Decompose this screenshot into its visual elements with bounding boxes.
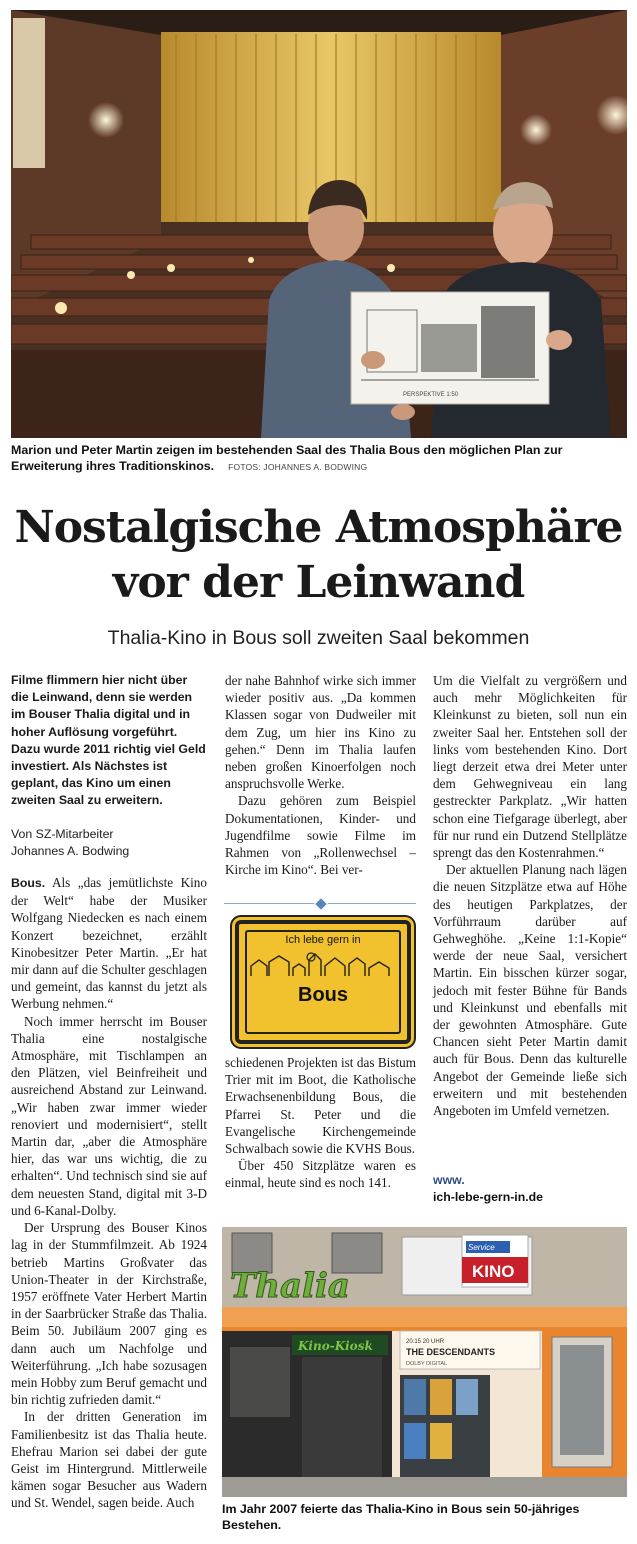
author-line-1: Von SZ-Mitarbeiter	[11, 826, 114, 841]
paragraph-1-text: Als „das jemütlichste Kino der Welt“ habe der Musiker Wolfgang Niedecken es nach einem Konzert bezeichnet, erzählt Kinobesitzer Peter Martin. „Er hat mir dann auf die Schulter geschlagen und gemeint, das kannst du jetzt als Werbung nehmen.“	[11, 875, 207, 1012]
marilyn-poster	[13, 18, 45, 168]
headline-line-2: vor der Leinwand	[112, 557, 525, 608]
cinema-facade-photo	[222, 1227, 627, 1497]
svg-text:20:15 20 UHR: 20:15 20 UHR	[406, 1339, 445, 1345]
paragraph-8: Über 450 Sitzplätze waren es einmal, heute sind es noch 141.	[225, 1158, 416, 1191]
lead-paragraph: Filme flimmern hier nicht über die Leinwand, denn sie werden im Bouser Thalia digital und in hoher Auflösung vorgeführt. Dazu wurde 2011 richtig viel Geld investiert. Als Nächstes ist geplant, das Kino um einen zweiten Saal zu erweitern.	[11, 673, 206, 808]
paragraph-3: Der Ursprung des Bouser Kinos lag in der Stummfilmzeit. Ab 1924 betrieb Martins Großvater das Union-Theater in der Kirchstraße, 1957 eröffnete Vater Herbert Martin in der Saarbrücker Straße das Thalia. Beim 50. Jubiläum 2007 ging es dann auch um Nachfolge und Weiterführung. „Ich habe sozusagen mein Hobby zum Beruf gemacht und bin richtig zufrieden damit.“	[11, 1220, 207, 1408]
paragraph-2: Noch immer herrscht im Bouser Thalia eine nostalgische Atmosphäre, mit Tischlampen an den Plätzen, viel Beinfreiheit und ausreichend Abstand zur Leinwand. „Wir haben zwar immer wieder renoviert und modernisiert“, stellt Martin dar, „aber die Atmosphäre hier, das war uns wichtig, die zu erhalten“. Und technisch sind sie auf dem neuesten Stand, digital mit 3-D und 6-Kanal-Dolby.	[11, 1013, 207, 1218]
column-3	[433, 672, 627, 1119]
column-1	[11, 672, 207, 1512]
paragraph-9: Um die Vielfalt zu vergrößern und auch mehr Möglichkeiten für Kleinkunst zu bieten, soll nun ein zweiter Saal her. Entstehen soll der links vom bestehenden Kino. Dort liegt derzeit etwa drei Meter unter dem Gehwegniveau ein lang gestreckter Parkplatz. „Wir hatten schon eine Tiefgarage überlegt, aber für nur rund ein Dutzend Stellplätze sprengt das den Kostenrahmen.“	[433, 673, 627, 861]
kiosk-sign: Kino-Kiosk	[298, 1339, 373, 1353]
town-sign	[235, 920, 411, 1044]
cinema-facade-illustration	[222, 1227, 627, 1497]
skyline-icon	[249, 948, 397, 978]
headline-line-1: Nostalgische Atmosphäre	[14, 502, 623, 553]
column-2-bottom	[225, 1054, 416, 1192]
sign-town-name: Bous	[298, 984, 348, 1006]
divider-line-left	[224, 903, 314, 904]
svg-text:KINO: KINO	[472, 1262, 515, 1281]
diamond-icon	[314, 897, 328, 911]
web-link[interactable]: ich-lebe-gern-in.de	[433, 1190, 543, 1204]
thalia-sign: Thalia	[230, 1266, 350, 1306]
dateline: Bous.	[11, 876, 46, 891]
subheadline: Thalia-Kino in Bous soll zweiten Saal bekommen	[107, 627, 530, 649]
photo-credit: FOTOS: JOHANNES A. BODWING	[228, 462, 368, 472]
svg-text:PERSPEKTIVE 1:50: PERSPEKTIVE 1:50	[403, 392, 459, 398]
author-name: Johannes A. Bodwing	[11, 843, 130, 858]
paragraph-4: In der dritten Generation im Familienbesitz ist das Thalia heute. Ehefrau Marion sei dabei der gute Geist im Hintergrund. Mittlerweile kämen sogar Besucher aus Wadern und St. Wendel, sagen beide. Auch	[11, 1409, 207, 1511]
paragraph-6: Dazu gehören zum Beispiel Dokumentationen, Kinder- und Jugendfilme sowie Filme im Rahmen von „Rollenwechsel – Kirche im Kino“. Bei ver-	[225, 793, 416, 878]
top-caption-text: Marion und Peter Martin zeigen im bestehenden Saal des Thalia Bous den möglichen Plan zur Erweiterung ihres Traditionskinos.	[11, 443, 563, 473]
town-sign-graphic	[224, 898, 416, 1048]
paragraph-10: Der aktuellen Planung nach lägen die neuen Sitzplätze etwa auf Höhe des heutigen Parkplatzes, der Vorführraum darüber auf Gehweghöhe. „Keine 1:1-Kopie“ werde der neue Saal, versichert Martin. Ein bisschen kürzer sogar, jedoch mit fester Bühne für Bands und Kleinkunst und ebenfalls mit der gewohnten Atmosphäre. Gute Chancen sieht Peter Martin damit auch für Bous. Denn das kulturelle Angebot der Gemeinde ließe sich erweitern und mit bestehenden Angeboten im Umfeld vernetzen.	[433, 862, 627, 1119]
building-plan-sheet	[351, 292, 549, 404]
paragraph-1	[11, 874, 207, 1013]
cinema-hall-illustration	[11, 10, 627, 438]
bottom-photo-caption: Im Jahr 2007 feierte das Thalia-Kino in Bous sein 50-jähriges Bestehen.	[222, 1502, 580, 1532]
top-photo-caption	[11, 442, 627, 475]
cinema-hall-photo	[11, 10, 627, 438]
paragraph-5: der nahe Bahnhof wirke sich immer wieder positiv aus. „Da kommen Klassen sogar von Dudweiler mit dem Zug, um hier ins Kino zu gehen.“ Denn im Thalia laufen neben großen Kinoerfolgen noch anspruchsvolle Werke.	[225, 673, 416, 792]
service-kino-sign	[462, 1235, 528, 1287]
column-2-top	[225, 672, 416, 878]
sign-top-text: Ich lebe gern in	[285, 934, 361, 946]
svg-text:Service: Service	[468, 1243, 495, 1252]
marquee-title: THE DESCENDANTS	[406, 1347, 496, 1357]
divider-line-right	[328, 903, 416, 904]
paragraph-7: schiedenen Projekten ist das Bistum Trier mit im Boot, die Katholische Erwachsenenbildung Bous, die Pfarrei St. Peter und die Evangelische Kirchengemeinde Schwalbach sowie die KVHS Bous.	[225, 1055, 416, 1157]
svg-text:DOLBY DIGITAL: DOLBY DIGITAL	[406, 1361, 448, 1367]
headline	[0, 500, 637, 610]
web-label: www.	[433, 1173, 465, 1187]
